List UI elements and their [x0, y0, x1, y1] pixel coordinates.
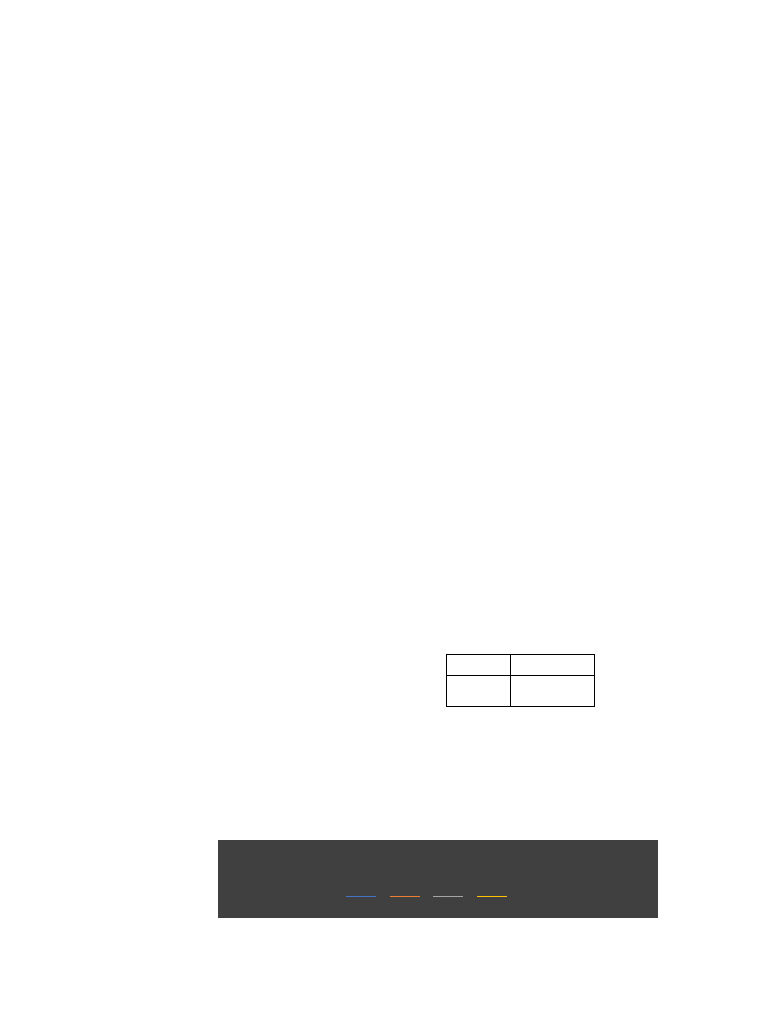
plot-area-grid [276, 902, 658, 918]
grand-mean-label [447, 676, 511, 707]
legend-swatch [390, 896, 420, 897]
sum-row [447, 655, 595, 676]
legend-swatch [433, 896, 463, 897]
grand-mean-value [511, 676, 595, 707]
legend-swatch [346, 896, 376, 897]
legend-item [390, 891, 423, 901]
summary-table [446, 654, 595, 707]
legend-item [346, 891, 379, 901]
grand-mean-row [447, 676, 595, 707]
legend-item [477, 891, 510, 901]
legend-swatch [477, 896, 507, 897]
sum-value [511, 655, 595, 676]
embedded-chart[interactable] [218, 840, 658, 918]
chart-legend[interactable] [346, 891, 518, 901]
sum-label [447, 655, 511, 676]
legend-item [433, 891, 466, 901]
